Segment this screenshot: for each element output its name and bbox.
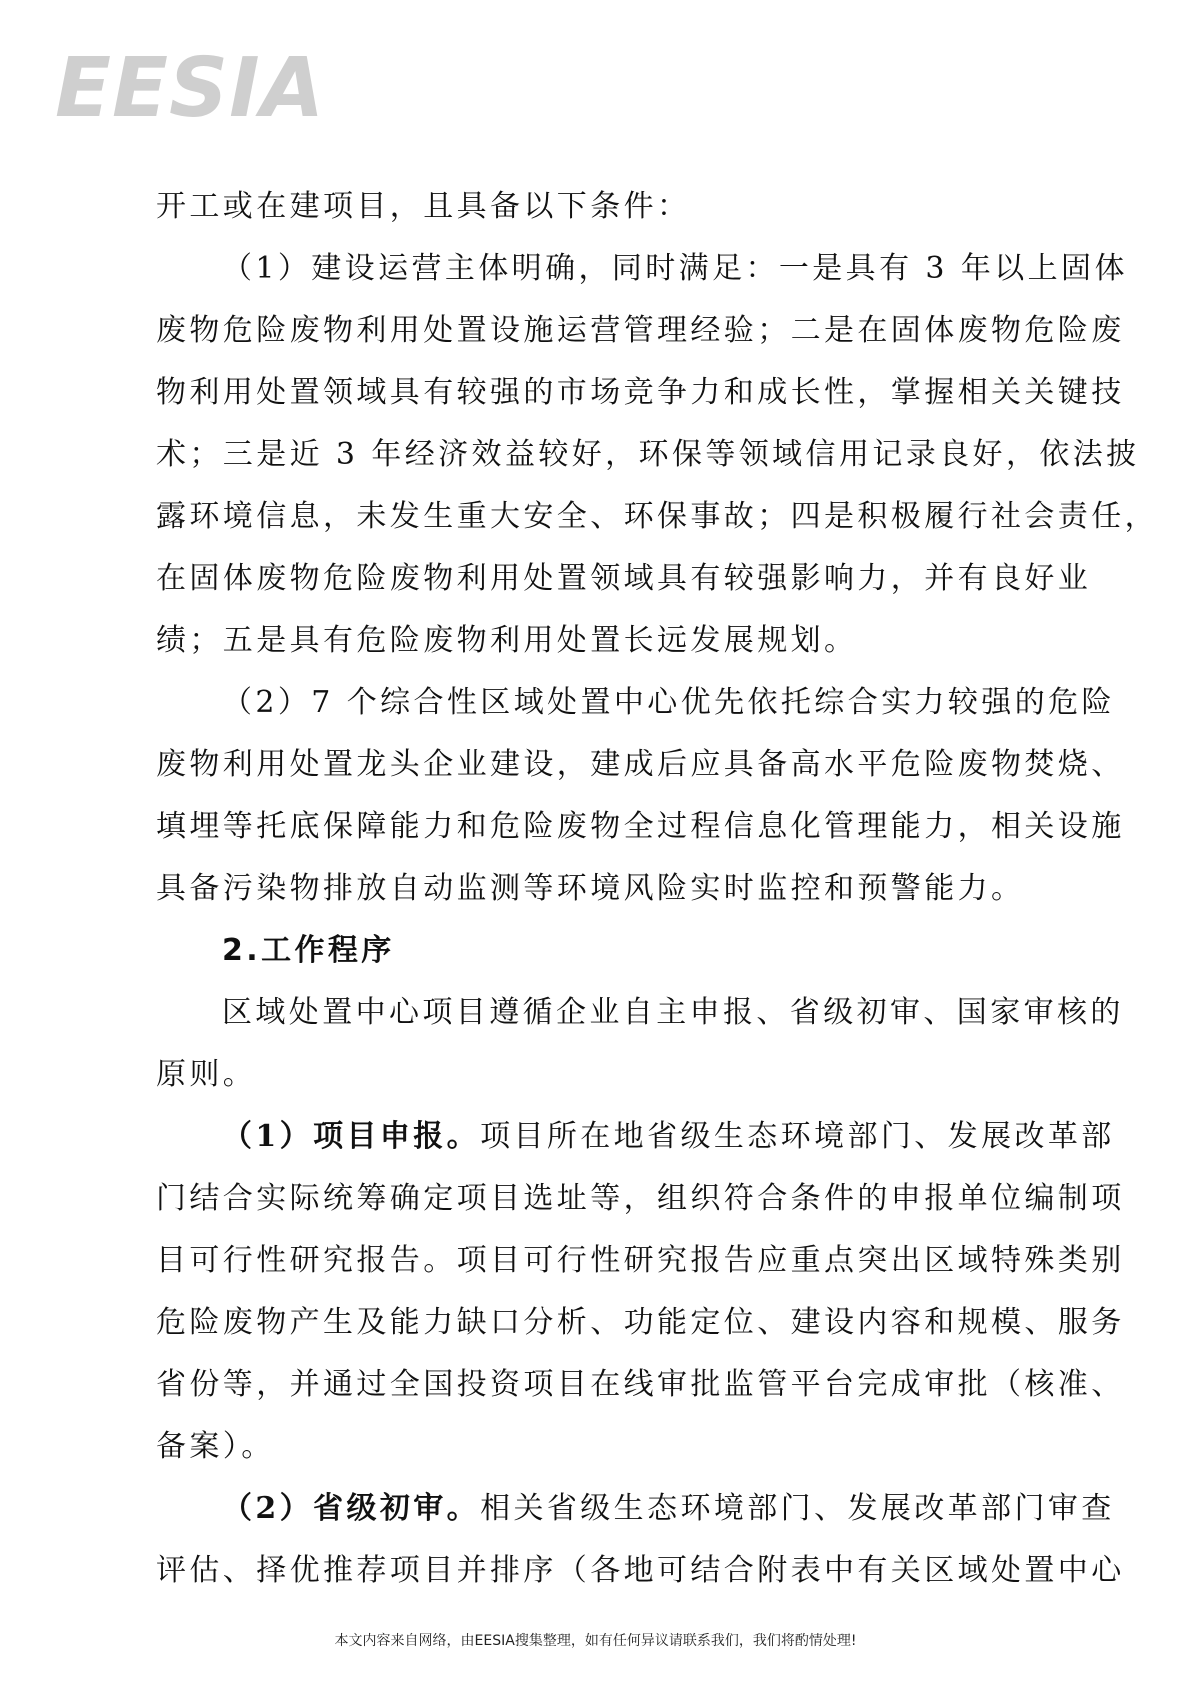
paragraph-line: 填埋等托底保障能力和危险废物全过程信息化管理能力，相关设施 — [156, 809, 1125, 844]
paragraph-line — [156, 1478, 1115, 1540]
paragraph-line: 术；三是近 3 年经济效益较好，环保等领域信用记录良好，依法披 — [156, 437, 1140, 472]
paragraph-line: 评估、择优推荐项目并排序（各地可结合附表中有关区域处置中心 — [156, 1553, 1125, 1588]
paragraph-line: 备案）。 — [156, 1429, 275, 1464]
paragraph-line — [156, 1106, 1115, 1168]
paragraph-line: 绩；五是具有危险废物利用处置长远发展规划。 — [156, 623, 858, 658]
paragraph-line: 废物利用处置龙头企业建设，建成后应具备高水平危险废物焚烧、 — [156, 747, 1125, 782]
paragraph-line: 物利用处置领域具有较强的市场竞争力和成长性，掌握相关关键技 — [156, 375, 1125, 410]
paragraph-line: 门结合实际统筹确定项目选址等，组织符合条件的申报单位编制项 — [156, 1181, 1125, 1216]
paragraph-line: （1）建设运营主体明确，同时满足：一是具有 3 年以上固体 — [222, 251, 1128, 286]
paragraph-line: 省份等，并通过全国投资项目在线审批监管平台完成审批（核准、 — [156, 1367, 1125, 1402]
item-text: 相关省级生态环境部门、发展改革部门审查 — [480, 1491, 1115, 1526]
document-body — [156, 176, 1158, 1602]
footer-disclaimer: 本文内容来自网络，由EESIA搜集整理，如有任何异议请联系我们，我们将酌情处理! — [334, 1633, 857, 1649]
item-title: （1）项目申报。 — [222, 1119, 481, 1154]
paragraph-line: 区域处置中心项目遵循企业自主申报、省级初审、国家审核的 — [222, 995, 1124, 1030]
item-text: 项目所在地省级生态环境部门、发展改革部 — [480, 1119, 1115, 1154]
paragraph-line: 原则。 — [156, 1057, 257, 1092]
paragraph-line: 废物危险废物利用处置设施运营管理经验；二是在固体废物危险废 — [156, 313, 1125, 348]
item-title: （2）省级初审。 — [222, 1491, 481, 1526]
paragraph-line: 露环境信息，未发生重大安全、环保事故；四是积极履行社会责任， — [156, 499, 1158, 534]
paragraph-line: 危险废物产生及能力缺口分析、功能定位、建设内容和规模、服务 — [156, 1305, 1125, 1340]
paragraph-line: 开工或在建项目，且具备以下条件： — [156, 189, 691, 224]
paragraph-line: 目可行性研究报告。项目可行性研究报告应重点突出区域特殊类别 — [156, 1243, 1125, 1278]
paragraph-line: 在固体废物危险废物利用处置领域具有较强影响力，并有良好业 — [156, 561, 1092, 596]
paragraph-line: 具备污染物排放自动监测等环境风险实时监控和预警能力。 — [156, 871, 1025, 906]
eesia-logo: EESIA — [55, 41, 326, 136]
section-heading: 2.工作程序 — [222, 933, 395, 968]
paragraph-line: （2）7 个综合性区域处置中心优先依托综合实力较强的危险 — [222, 685, 1115, 720]
